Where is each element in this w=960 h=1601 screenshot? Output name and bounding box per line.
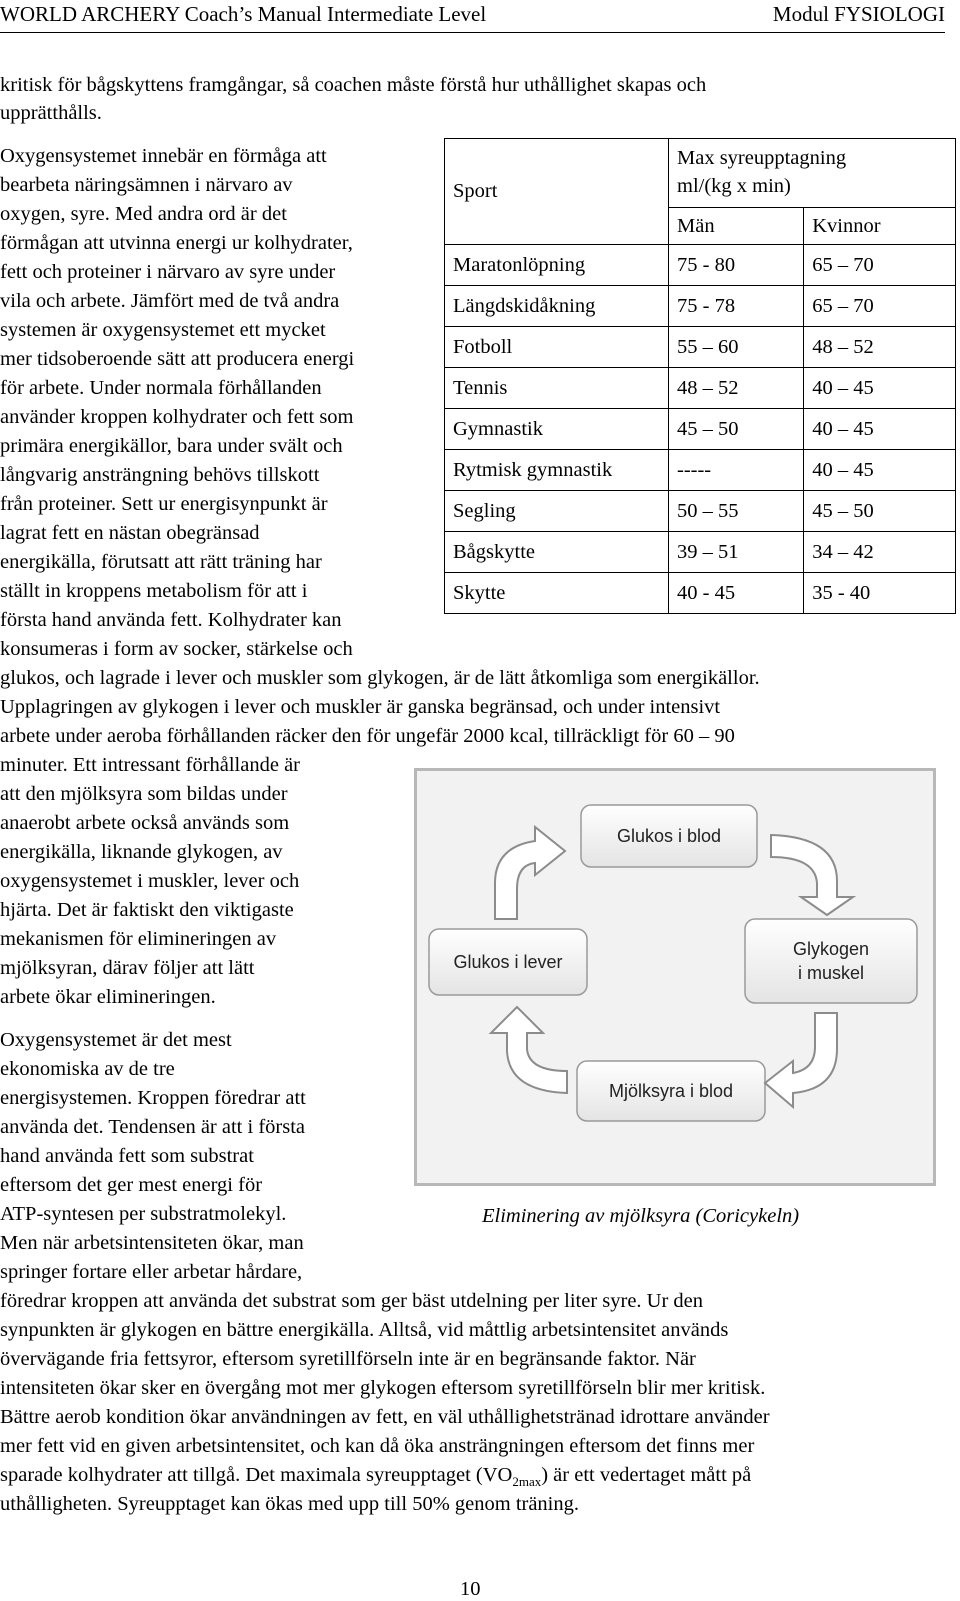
- text-line: långvarig ansträngning behövs tillskott: [0, 464, 320, 486]
- text-line: lagrat fett en nästan obegränsad: [0, 522, 260, 544]
- header-module: Modul FYSIOLOGI: [772, 2, 945, 26]
- text-line: från proteiner. Sett ur energisynpunkt är: [0, 493, 328, 515]
- cell-women: 40 – 45: [804, 368, 956, 409]
- text-line: Upplagringen av glykogen i lever och muskler är ganska begränsad, och under intensivt: [0, 696, 721, 718]
- cell-sport: Bågskytte: [445, 532, 669, 573]
- page-number: 10: [460, 1578, 481, 1600]
- cell-sport: Rytmisk gymnastik: [445, 450, 669, 491]
- table-row: [445, 245, 956, 286]
- text-line: Men när arbetsintensiteten ökar, man: [0, 1232, 304, 1254]
- text-line: för arbete. Under normala förhållanden: [0, 377, 322, 399]
- arrow-bottom-left-icon: [491, 1007, 567, 1093]
- cell-women: 40 – 45: [804, 409, 956, 450]
- text-line: energikälla, liknande glykogen, av: [0, 841, 283, 863]
- text-line: glukos, och lagrade i lever och muskler som glykogen, är de lätt åtkomliga som energikällor.: [0, 667, 760, 689]
- cell-men: -----: [669, 450, 804, 491]
- header-title: WORLD ARCHERY Coach’s Manual Intermediate Level: [0, 2, 487, 26]
- arrow-bottom-right-icon: [765, 1013, 837, 1107]
- table-header-row: [445, 139, 956, 208]
- glykogen-muskel-box: [745, 919, 917, 1003]
- text-line: vila och arbete. Jämfört med de två andra: [0, 290, 340, 312]
- text-line: förmågan att utvinna energi ur kolhydrater,: [0, 232, 353, 254]
- header-men: Män: [669, 208, 804, 245]
- vo2-table: [444, 138, 956, 614]
- arrow-top-right-icon: [771, 835, 853, 915]
- text-line: minuter. Ett intressant förhållande är: [0, 754, 301, 776]
- text-line: ställt in kroppens metabolism för att i: [0, 580, 308, 602]
- cell-women: 40 – 45: [804, 450, 956, 491]
- cell-men: 75 - 80: [669, 245, 804, 286]
- cell-women: 34 – 42: [804, 532, 956, 573]
- cell-women: 45 – 50: [804, 491, 956, 532]
- header-max-line1: Max syreupptagning: [677, 147, 847, 170]
- label-glykogen-1: Glykogen: [792, 939, 870, 959]
- cell-sport: Tennis: [445, 368, 669, 409]
- text-line: oxygen, syre. Med andra ord är det: [0, 203, 287, 225]
- text-line: använda det. Tendensen är att i första: [0, 1116, 305, 1138]
- cell-women: 35 - 40: [804, 573, 956, 614]
- cell-men: 39 – 51: [669, 532, 804, 573]
- label-glukos-lever: Glukos i lever: [453, 952, 563, 972]
- cell-men: 50 – 55: [669, 491, 804, 532]
- text-line: Oxygensystemet är det mest: [0, 1029, 232, 1051]
- figure-caption: Eliminering av mjölksyra (Coricykeln): [482, 1205, 800, 1227]
- cell-men: 55 – 60: [669, 327, 804, 368]
- text-line: arbete ökar elimineringen.: [0, 986, 216, 1008]
- text-line: springer fortare eller arbetar hårdare,: [0, 1261, 303, 1283]
- text-line: primära energikällor, bara under svält och: [0, 435, 343, 457]
- table-row: [445, 368, 956, 409]
- text-line: mjölksyran, därav följer att lätt: [0, 957, 255, 979]
- text-line: energisystemen. Kroppen föredrar att: [0, 1087, 306, 1109]
- table-row: [445, 491, 956, 532]
- table-row: [445, 532, 956, 573]
- text-line: uthålligheten. Syreupptaget kan ökas med upp till 50% genom träning.: [0, 1493, 580, 1515]
- cell-sport: Gymnastik: [445, 409, 669, 450]
- header-max-uptake: [669, 139, 956, 208]
- text-line-end: ) är ett vedertaget mått på: [541, 1464, 752, 1486]
- text-line-vo2: [0, 1465, 751, 1488]
- text-line: ekonomiska av de tre: [0, 1058, 175, 1080]
- text-line: kritisk för bågskyttens framgångar, så coachen måste förstå hur uthållighet skapas och: [0, 74, 707, 96]
- table-row: [445, 327, 956, 368]
- text-line: konsumeras i form av socker, stärkelse och: [0, 638, 353, 660]
- text-line: ATP-syntesen per substratmolekyl.: [0, 1203, 287, 1225]
- text-line: oxygensystemet i muskler, lever och: [0, 870, 300, 892]
- cell-sport: Längdskidåkning: [445, 286, 669, 327]
- text-line: bearbeta näringsämnen i närvaro av: [0, 174, 293, 196]
- header-women: Kvinnor: [804, 208, 956, 245]
- page-header: [0, 0, 945, 33]
- text-line: mer fett vid en given arbetsintensitet, och kan då öka ansträngningen eftersom det finns mer: [0, 1435, 755, 1457]
- cori-cycle-diagram: [417, 771, 933, 1183]
- text-line: hand använda fett som substrat: [0, 1145, 254, 1167]
- label-glykogen-2: i muskel: [797, 963, 865, 983]
- label-glukos-blod: Glukos i blod: [616, 826, 722, 846]
- cell-men: 40 - 45: [669, 573, 804, 614]
- cell-men: 75 - 78: [669, 286, 804, 327]
- table-row: [445, 573, 956, 614]
- text-line: arbete under aeroba förhållanden räcker den för ungefär 2000 kcal, tillräckligt för 60 – 90: [0, 725, 735, 747]
- label-mjolksyra-blod: Mjölksyra i blod: [608, 1081, 734, 1101]
- table-row: [445, 450, 956, 491]
- text-line: föredrar kroppen att använda det substrat som ger bäst utdelning per liter syre. Ur den: [0, 1290, 704, 1312]
- header-max-line2: ml/(kg x min): [677, 175, 791, 197]
- cell-men: 45 – 50: [669, 409, 804, 450]
- table-row: [445, 409, 956, 450]
- cell-women: 48 – 52: [804, 327, 956, 368]
- text-line: systemen är oxygensystemet ett mycket: [0, 319, 326, 341]
- text-line: intensiteten ökar sker en övergång mot mer glykogen eftersom syretillförseln blir mer kritisk.: [0, 1377, 766, 1399]
- cell-women: 65 – 70: [804, 286, 956, 327]
- table-row: [445, 286, 956, 327]
- text-line: Oxygensystemet innebär en förmåga att: [0, 145, 327, 167]
- cell-women: 65 – 70: [804, 245, 956, 286]
- cori-cycle-figure: [414, 768, 936, 1186]
- cell-sport: Maratonlöpning: [445, 245, 669, 286]
- header-sport: Sport: [445, 139, 669, 245]
- text-line: övervägande fria fettsyror, eftersom syretillförseln inte är en begränsande faktor. När: [0, 1348, 696, 1370]
- text-line: Bättre aerob kondition ökar användningen av fett, en väl uthållighetstränad idrottare använder: [0, 1406, 770, 1428]
- cell-sport: Fotboll: [445, 327, 669, 368]
- text-line: eftersom det ger mest energi för: [0, 1174, 263, 1196]
- text-line: synpunkten är glykogen en bättre energikälla. Alltså, vid måttlig arbetsintensitet används: [0, 1319, 729, 1341]
- cell-sport: Skytte: [445, 573, 669, 614]
- text-line: mekanismen för elimineringen av: [0, 928, 277, 950]
- vo2-subscript: 2max: [512, 1474, 542, 1490]
- text-line: sparade kolhydrater att tillgå. Det maximala syreupptaget (VO: [0, 1464, 513, 1486]
- text-line: energikälla, förutsatt att rätt träning har: [0, 551, 322, 573]
- text-line: fett och proteiner i närvaro av syre under: [0, 261, 336, 283]
- text-line: använder kroppen kolhydrater och fett som: [0, 406, 354, 428]
- text-line: hjärta. Det är faktiskt den viktigaste: [0, 899, 294, 921]
- text-line: att den mjölksyra som bildas under: [0, 783, 288, 805]
- arrow-top-left-icon: [495, 827, 565, 919]
- text-line: upprätthålls.: [0, 102, 102, 124]
- cell-sport: Segling: [445, 491, 669, 532]
- text-line: mer tidsoberoende sätt att producera energi: [0, 348, 355, 370]
- cell-men: 48 – 52: [669, 368, 804, 409]
- text-line: första hand använda fett. Kolhydrater kan: [0, 609, 342, 631]
- text-line: anaerobt arbete också används som: [0, 812, 290, 834]
